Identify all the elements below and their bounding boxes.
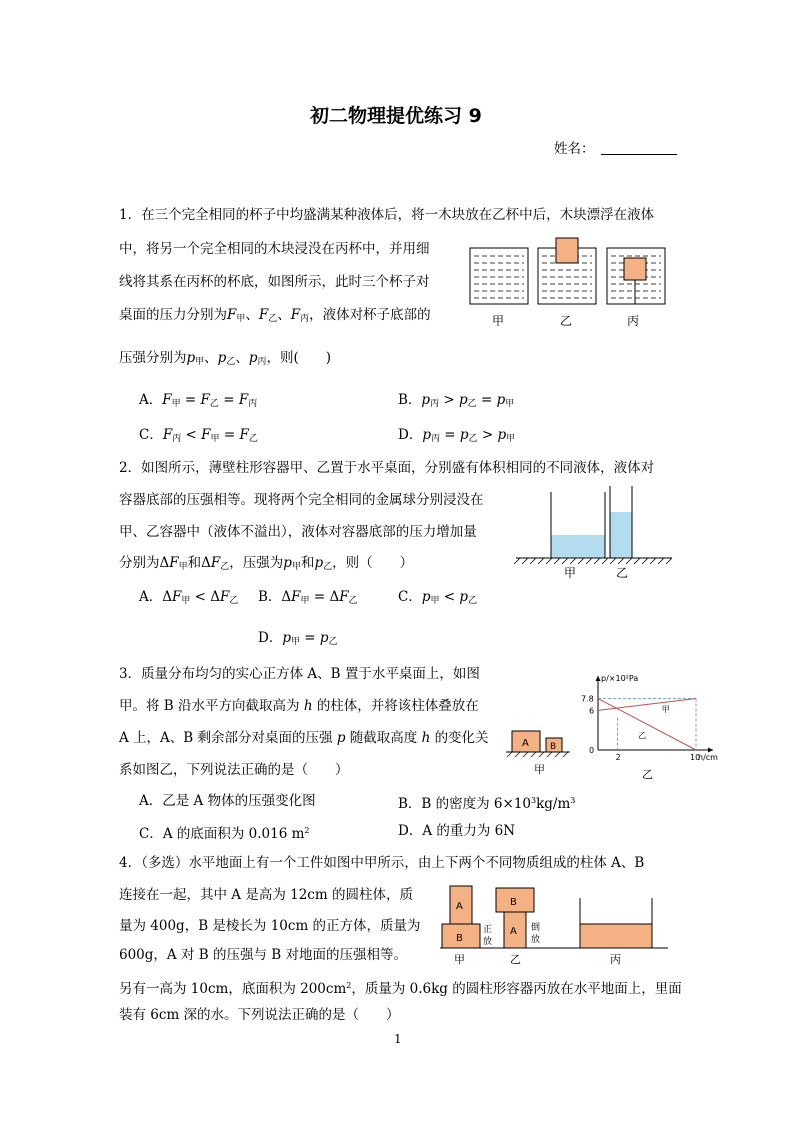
q1-fig-label-bing: 丙 — [627, 314, 640, 328]
q3-line1: 3．质量分布均匀的实心正方体 A、B 置于水平桌面上，如图 — [119, 666, 480, 682]
series-jia-label: 甲 — [661, 704, 670, 714]
y-tick-6: 6 — [589, 706, 595, 716]
liquid-jia — [551, 535, 605, 558]
svg-text:放: 放 — [531, 935, 541, 945]
svg-text:放: 放 — [483, 937, 493, 947]
q2-option-d: D．$p_甲 = p_乙$ — [258, 630, 338, 647]
q4-workpiece-figure — [440, 884, 670, 966]
q1-option-c: C．$F_丙 < F_甲 = F_乙$ — [139, 427, 258, 444]
q4-fig-label-yi: 乙 — [510, 953, 521, 966]
y-axis-label: p/×10²Pa — [601, 674, 639, 683]
x-axis-arrow — [708, 748, 713, 753]
svg-text:A: A — [510, 926, 517, 937]
q4-line3: 量为 400g，B 是棱长为 10cm 的正方体，质量为 — [119, 918, 421, 934]
q4-line5: 另有一高为 10cm，底面积为 $200cm^2$，质量为 0.6kg 的圆柱形容器丙放在水平地面上，里面 — [119, 981, 682, 997]
q1-line5-tail: ，则( ) — [266, 350, 332, 366]
name-field — [554, 140, 677, 158]
q2-containers-figure — [514, 484, 674, 580]
q1-fig-label-yi: 乙 — [560, 314, 573, 328]
svg-text:A: A — [456, 901, 463, 912]
q4-line1: 4．（多选）水平地面上有一个工件如图中甲所示，由上下两个不同物质组成的柱体 A、B — [119, 855, 645, 871]
q4-line2: 连接在一起，其中 A 是高为 12cm 的圆柱体，质 — [119, 887, 413, 903]
q2-fig-label-jia: 甲 — [564, 566, 577, 580]
q2-line3: 甲、乙容器中（液体不溢出），液体对容器底部的压力增加量 — [119, 524, 477, 540]
q1-line3: 线将其系在丙杯的杯底，如图所示，此时三个杯子对 — [119, 274, 430, 290]
q1-line4: 桌面的压力分别为$F_甲$、$F_乙$、$F_丙$，液体对杯子底部的 — [119, 307, 431, 324]
q3-fig-label-yi: 乙 — [642, 768, 654, 781]
q2-line4: 分别为$\Delta F_甲$和$\Delta F_乙$，压强为$p_甲$和$p_乙$，则（ ） — [119, 555, 414, 572]
series-yi-line — [598, 699, 696, 750]
svg-text:B: B — [456, 933, 463, 944]
svg-text:B: B — [510, 897, 517, 908]
y-tick-7.8: 7.8 — [581, 694, 594, 704]
block-a-label: A — [522, 738, 529, 749]
block-b-label: B — [550, 742, 557, 752]
submerged-block — [624, 258, 646, 280]
q1-line5-text: 压强分别为 — [119, 350, 187, 366]
q1-option-b: B．$p_丙 > p_乙 = p_甲$ — [398, 392, 515, 409]
bing-water — [580, 924, 652, 948]
page-title: 初二物理提优练习 9 — [310, 105, 482, 127]
q4-fig-label-jia: 甲 — [454, 953, 465, 966]
q1-line1: 1．在三个完全相同的杯子中均盛满某种液体后，将一木块放在乙杯中后，木块漂浮在液体 — [119, 207, 655, 223]
q3-fig-label-jia: 甲 — [534, 763, 545, 776]
q1-line2: 中，将另一个完全相同的木块浸没在丙杯中，并用细 — [119, 241, 430, 257]
liquid-yi — [610, 512, 632, 558]
q3-option-c: C．A 的底面积为 0.016 $m^2$ — [139, 826, 310, 842]
q1-line5: 压强分别为$p_甲$、$p_乙$、$p_丙$，则( ) — [119, 350, 332, 367]
floating-block — [556, 238, 578, 263]
q1-option-a: A．$F_甲 = F_乙 = F_丙$ — [139, 392, 258, 409]
q3-pressure-graph — [578, 672, 718, 781]
q3-line4: 系如图乙，下列说法正确的是（ ） — [119, 762, 349, 778]
q2-option-c: C．$p_甲 < p_乙$ — [398, 589, 478, 606]
q3-option-b: B．B 的密度为 $6\times 10^3kg/m^3$ — [398, 796, 576, 812]
q3-blocks-figure — [506, 727, 572, 777]
q2-fig-label-yi: 乙 — [616, 566, 629, 580]
page-number: 1 — [394, 1032, 402, 1046]
q1-line4-text: 桌面的压力分别为 — [119, 307, 227, 323]
series-yi-label: 乙 — [638, 731, 647, 741]
q3-line2: 甲。将 B 沿水平方向截取高为 h 的柱体，并将该柱体叠放在 — [119, 698, 479, 714]
q2-line1: 2．如图所示，薄壁柱形容器甲、乙置于水平桌面，分别盛有体积相同的不同液体，液体对 — [119, 460, 655, 476]
x-axis-label: h/cm — [698, 753, 718, 762]
q4-line6: 装有 6cm 深的水。下列说法正确的是（ ） — [119, 1007, 400, 1023]
q4-line4: 600g，A 对 B 的压强与 B 对地面的压强相等。 — [119, 947, 407, 963]
q2-line2: 容器底部的压强相等。现将两个完全相同的金属球分别浸没在 — [119, 492, 484, 508]
q1-line4-tail: ，液体对杯子底部的 — [309, 307, 431, 323]
q3-option-d: D．A 的重力为 6N — [398, 823, 516, 839]
q2-option-a: A．$\Delta F_甲 < \Delta F_乙$ — [139, 589, 239, 606]
q2-option-b: B．$\Delta F_甲 = \Delta F_乙$ — [258, 589, 358, 606]
q3-option-a: A．乙是 A 物体的压强变化图 — [139, 793, 316, 809]
x-tick-0: 0 — [589, 746, 595, 755]
name-label: 姓名： — [554, 141, 595, 157]
name-blank — [601, 142, 677, 155]
q4-fig-label-bing: 丙 — [610, 953, 621, 966]
x-tick-10: 10 — [690, 753, 701, 762]
y-axis-arrow — [596, 676, 601, 681]
q1-fig-label-jia: 甲 — [492, 314, 505, 328]
inverted-label: 倒 — [531, 923, 541, 933]
q3-line3: A 上，A、B 剩余部分对桌面的压强 p 随截取高度 h 的变化关 — [119, 730, 489, 746]
x-tick-2: 2 — [615, 753, 621, 762]
series-jia-line — [598, 699, 696, 711]
q1-cups-figure — [462, 236, 682, 331]
q1-option-d: D．$p_丙 = p_乙 > p_甲$ — [398, 427, 516, 444]
upright-label: 正 — [483, 925, 493, 935]
